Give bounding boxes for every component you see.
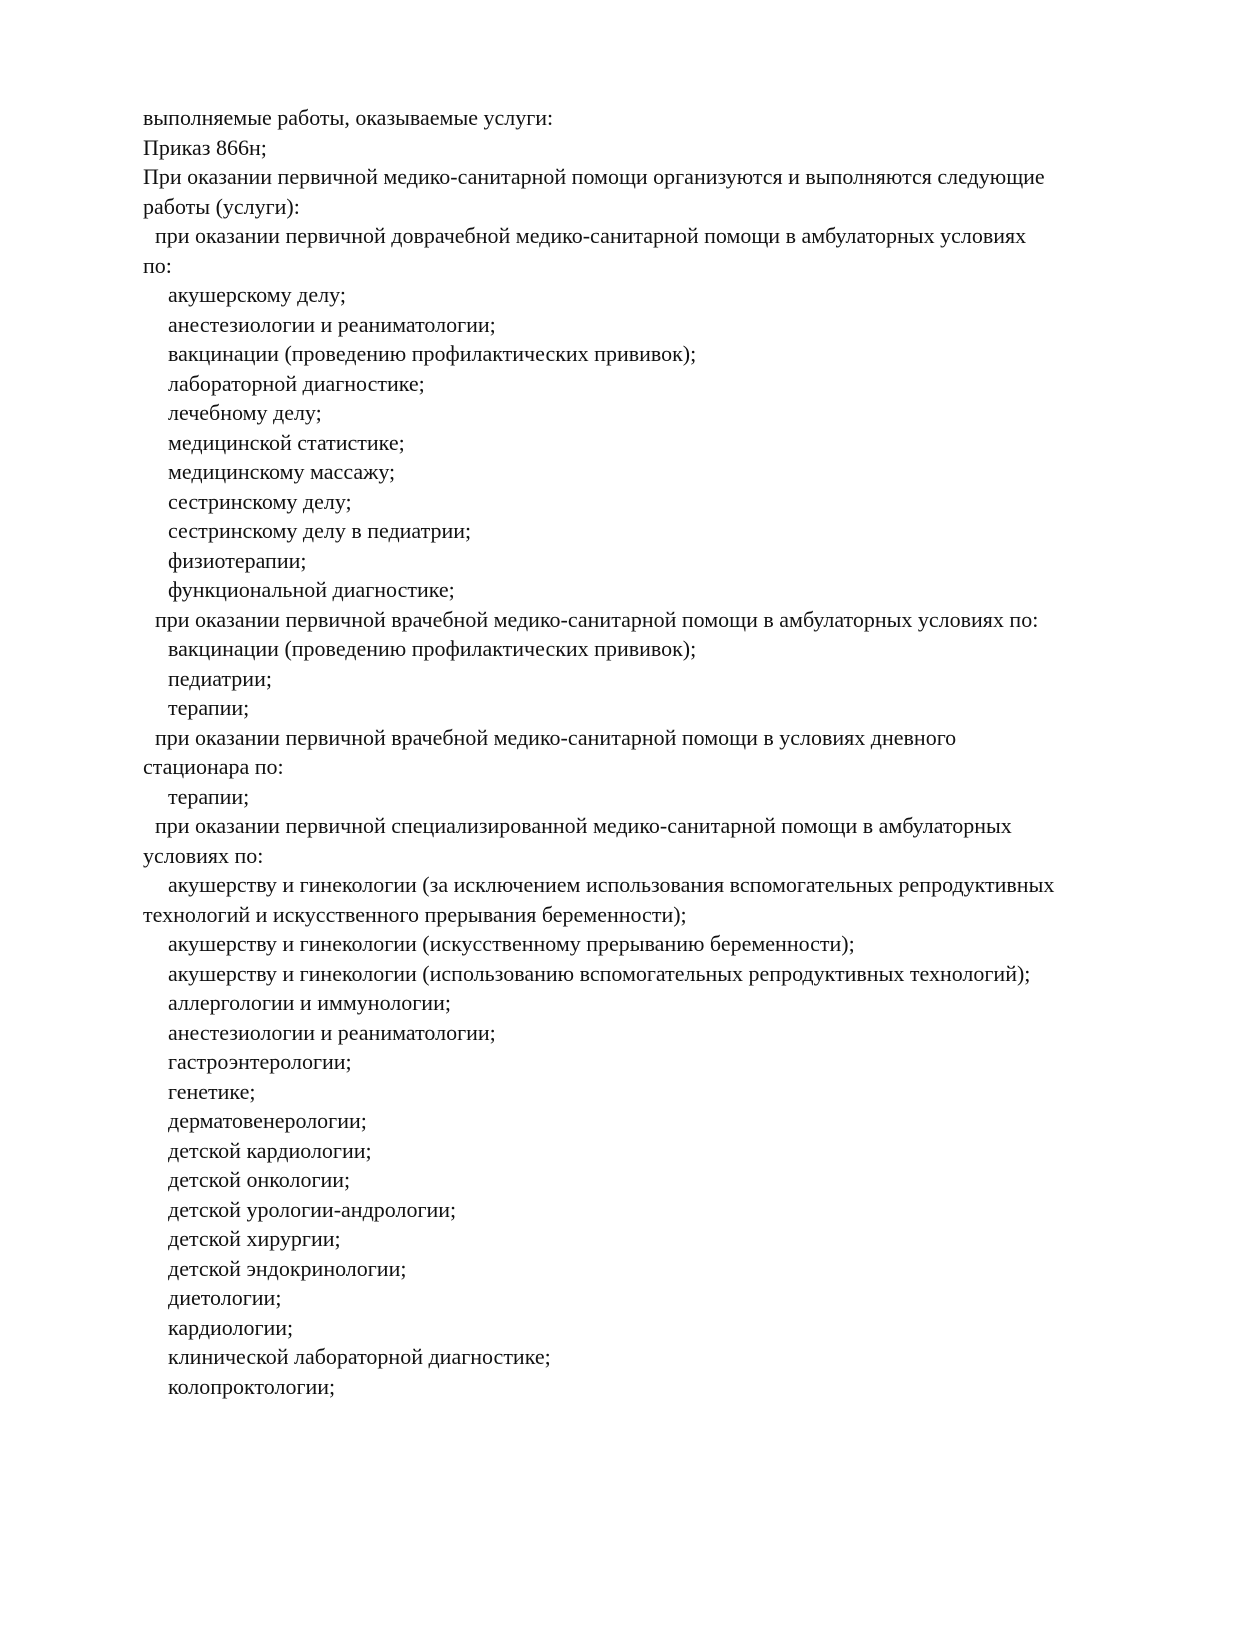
document-line: условиях по: xyxy=(143,842,264,868)
document-line: генетике; xyxy=(168,1078,256,1104)
document-line: стационара по: xyxy=(143,754,284,779)
document-line: при оказании первичной врачебной медико-санитарной помощи в условиях дневного xyxy=(155,724,957,750)
document-line: акушерству и гинекологии (искусственному прерыванию беременности); xyxy=(168,931,855,956)
document-line: сестринскому делу; xyxy=(168,488,352,514)
document-line: лечебному делу; xyxy=(168,400,322,425)
document-line: педиатрии; xyxy=(168,665,272,691)
document-line: детской урологии-андрологии; xyxy=(168,1196,457,1222)
document-line: диетологии; xyxy=(168,1285,282,1310)
document-line: детской кардиологии; xyxy=(168,1137,372,1163)
document-line: акушерскому делу; xyxy=(168,282,346,307)
document-line: терапии; xyxy=(168,695,250,720)
document-line: При оказании первичной медико-санитарной помощи организуются и выполняются следующие xyxy=(143,164,1045,189)
document-line: детской хирургии; xyxy=(168,1226,341,1251)
document-line: функциональной диагностике; xyxy=(168,577,455,602)
document-line: по: xyxy=(143,252,172,278)
document-line: лабораторной диагностике; xyxy=(168,370,425,396)
document-line: акушерству и гинекологии (использованию вспомогательных репродуктивных технологий); xyxy=(168,960,1031,986)
document-line: колопроктологии; xyxy=(168,1373,336,1399)
document-line: медицинскому массажу; xyxy=(168,459,396,484)
document-line: детской эндокринологии; xyxy=(168,1255,407,1281)
document-line: вакцинации (проведению профилактических прививок); xyxy=(168,341,697,366)
document-line: при оказании первичной специализированной медико-санитарной помощи в амбулаторных xyxy=(155,813,1012,838)
document-line: вакцинации (проведению профилактических прививок); xyxy=(168,636,697,661)
document-line: технологий и искусственного прерывания беременности); xyxy=(143,901,687,927)
document-line: при оказании первичной доврачебной медико-санитарной помощи в амбулаторных условиях xyxy=(155,223,1027,248)
document-line: акушерству и гинекологии (за исключением использования вспомогательных репродуктивных xyxy=(168,872,1055,897)
document-line: работы (услуги): xyxy=(143,193,300,219)
document-line: гастроэнтерологии; xyxy=(168,1049,352,1074)
document-line: медицинской статистике; xyxy=(168,429,405,455)
document-line: кардиологии; xyxy=(168,1314,294,1340)
document-line: анестезиологии и реаниматологии; xyxy=(168,311,496,337)
document-line: терапии; xyxy=(168,783,250,809)
document-line: при оказании первичной врачебной медико-санитарной помощи в амбулаторных условиях по: xyxy=(155,606,1039,632)
document-page xyxy=(143,103,1143,1401)
document-line: клинической лабораторной диагностике; xyxy=(168,1344,551,1369)
document-line: детской онкологии; xyxy=(168,1167,351,1192)
document-line: физиотерапии; xyxy=(168,547,307,573)
document-line: сестринскому делу в педиатрии; xyxy=(168,518,472,543)
document-line: анестезиологии и реаниматологии; xyxy=(168,1019,496,1045)
document-line: дерматовенерологии; xyxy=(168,1108,367,1133)
document-line: выполняемые работы, оказываемые услуги: xyxy=(143,105,554,130)
document-line: Приказ 866н; xyxy=(143,134,267,160)
document-line: аллергологии и иммунологии; xyxy=(168,990,451,1015)
